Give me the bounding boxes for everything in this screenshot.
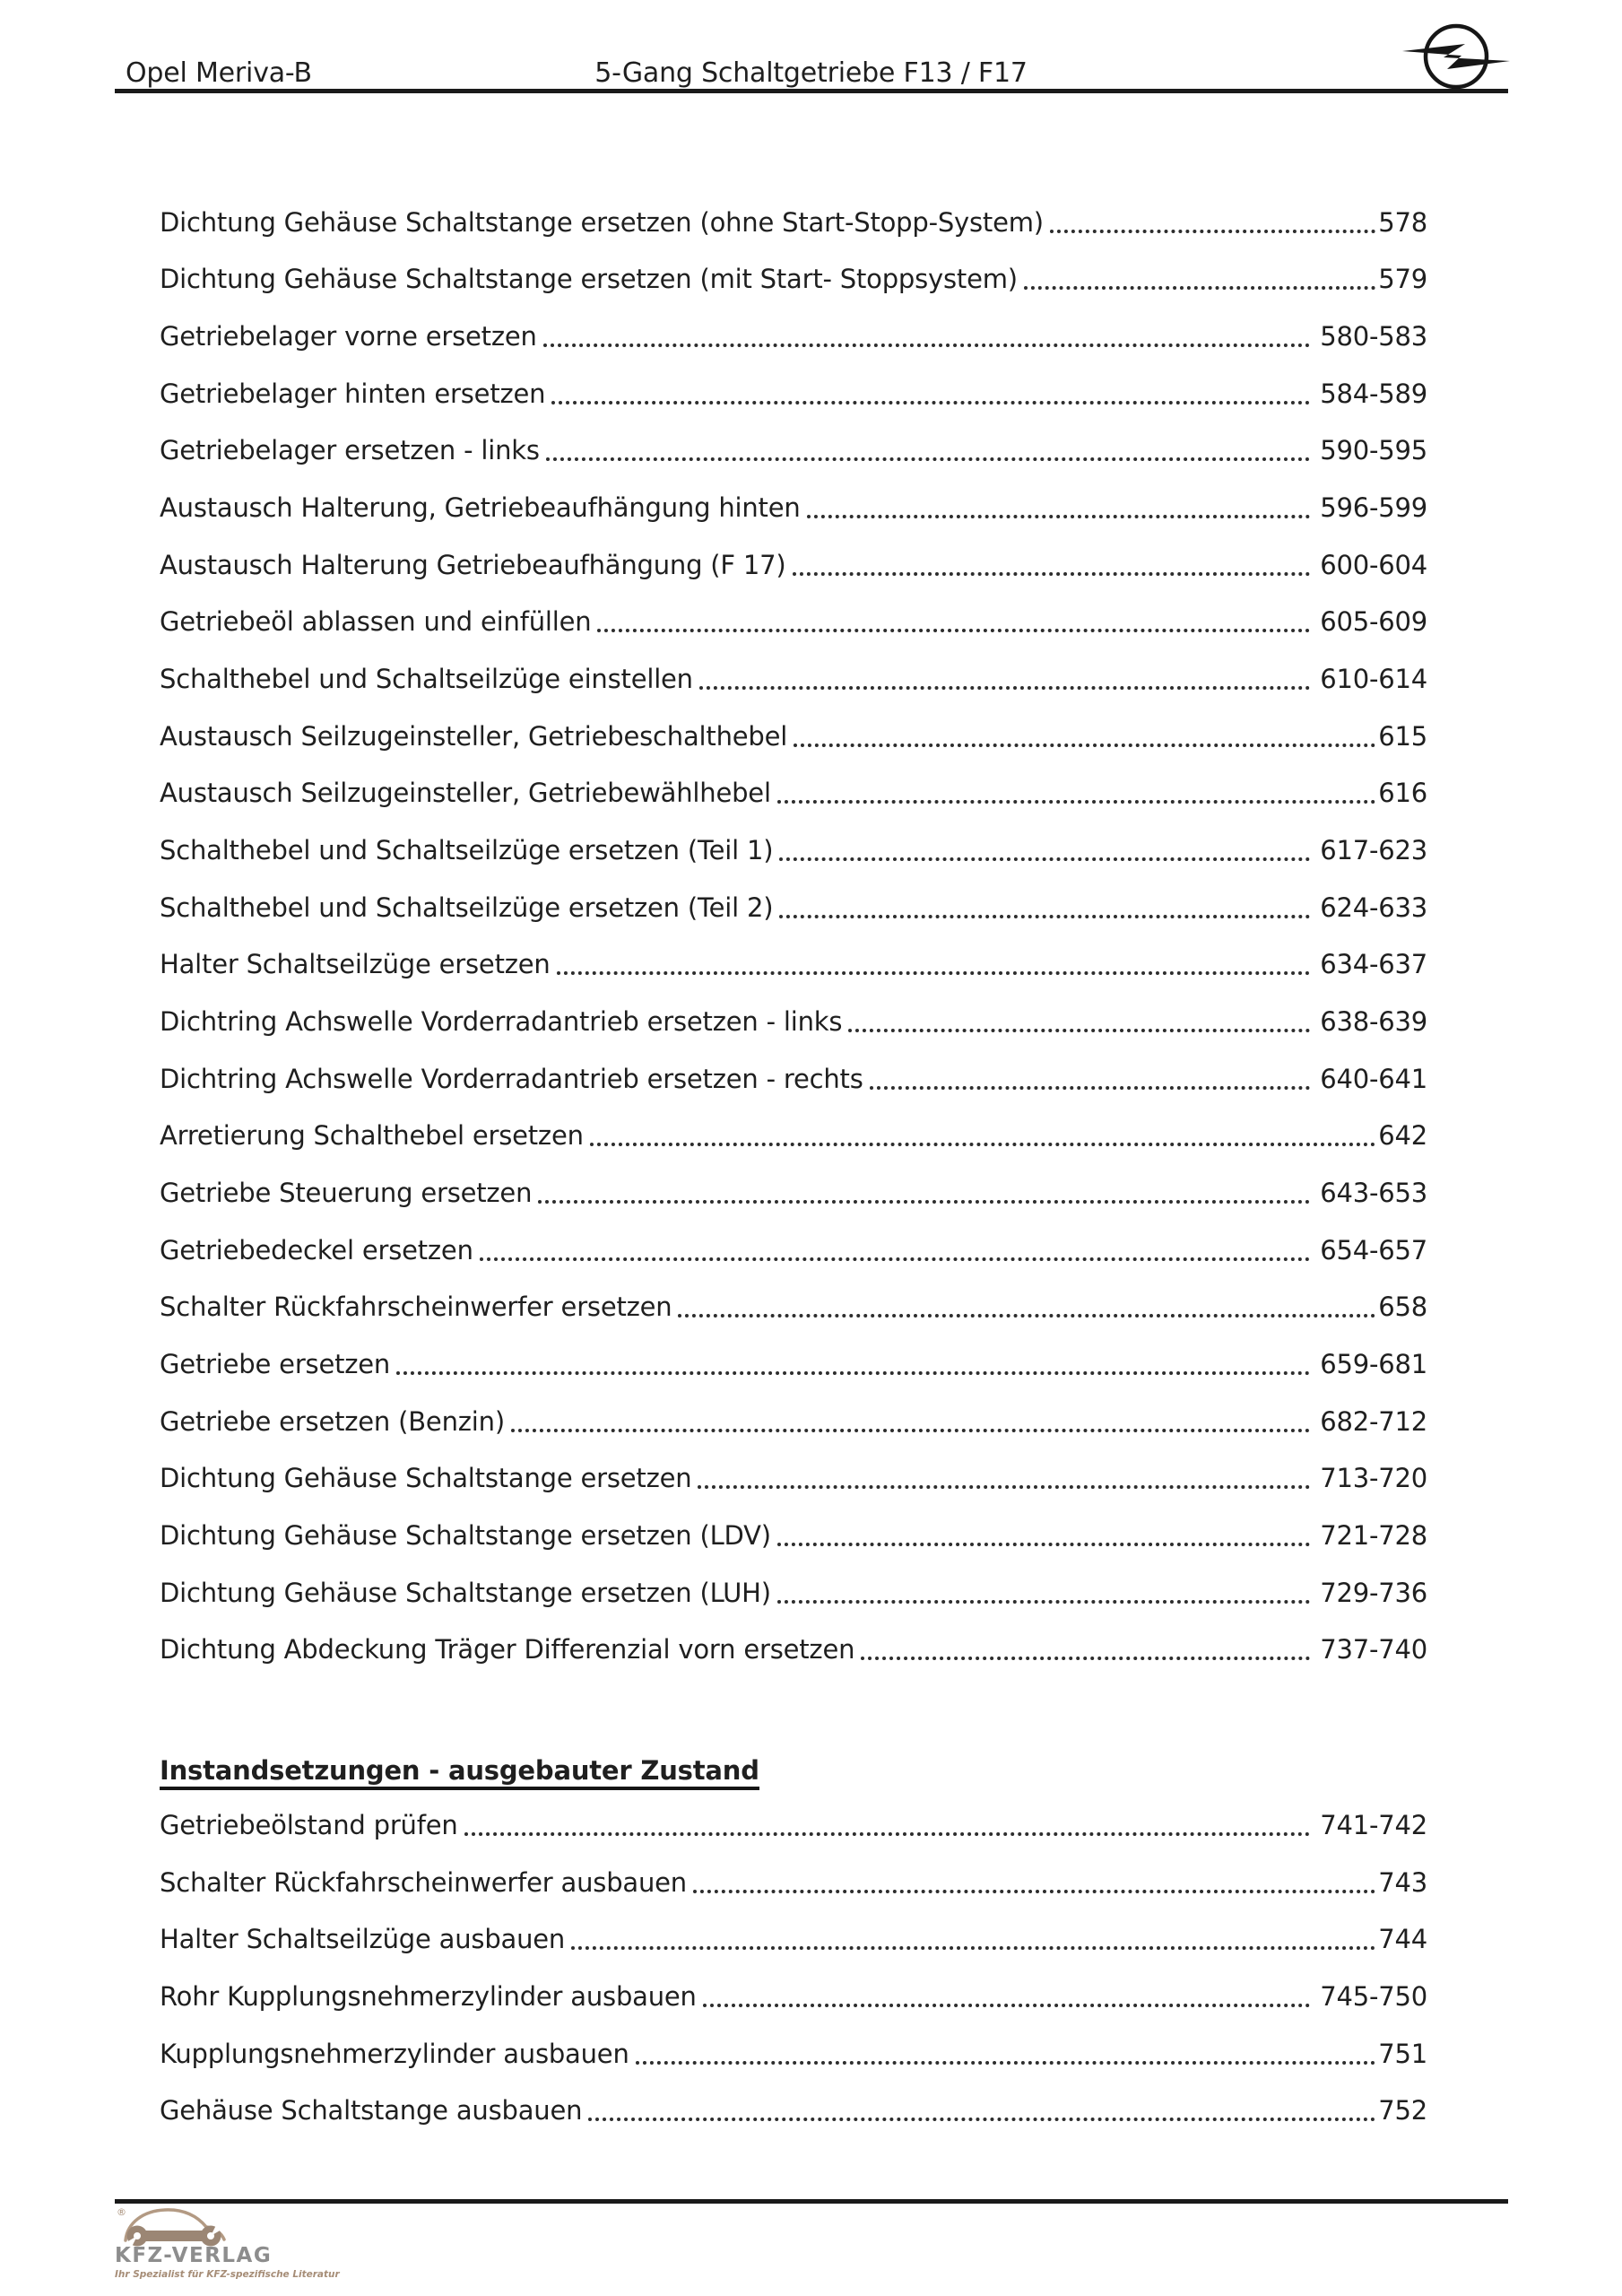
- toc-row: [160, 1854, 1427, 1911]
- toc-entry-pages: 743: [1378, 1866, 1427, 1898]
- toc-entry-label: Getriebeölstand prüfen: [160, 1809, 458, 1840]
- dot-leader: [698, 1485, 1310, 1489]
- dot-leader: [557, 971, 1311, 975]
- dot-leader: [703, 2004, 1310, 2007]
- toc-row: [160, 1564, 1427, 1622]
- toc-entry-label: Schalthebel und Schaltseilzüge ersetzen (Teil 1): [160, 835, 774, 866]
- toc-entry-label: Dichtung Gehäuse Schaltstange ersetzen (mit Start- Stoppsystem): [160, 264, 1018, 295]
- toc-entry-pages: 638-639: [1320, 1006, 1427, 1038]
- toc-entry-pages: 596-599: [1320, 492, 1427, 524]
- toc-entry-pages: 590-595: [1320, 435, 1427, 466]
- toc-entry-pages: 634-637: [1320, 949, 1427, 980]
- dot-leader: [551, 401, 1310, 404]
- toc-entry-pages: 752: [1378, 2095, 1427, 2126]
- toc-entry-pages: 744: [1378, 1924, 1427, 1955]
- toc-entry-label: Halter Schaltseilzüge ersetzen: [160, 949, 551, 980]
- header-chapter-title: 5-Gang Schaltgetriebe F13 / F17: [594, 57, 1028, 89]
- toc-entry-pages: 616: [1378, 778, 1427, 809]
- toc-entry-pages: 642: [1378, 1120, 1427, 1152]
- toc-entry-pages: 579: [1378, 264, 1427, 295]
- toc-entry-label: Schalthebel und Schaltseilzüge einstellen: [160, 664, 693, 695]
- dot-leader: [543, 344, 1311, 347]
- toc-row: [160, 993, 1427, 1050]
- toc-row: [160, 365, 1427, 422]
- toc-entry-label: Dichtung Gehäuse Schaltstange ersetzen: [160, 1463, 692, 1494]
- toc-entry-pages: 643-653: [1320, 1177, 1427, 1208]
- toc-entry-pages: 624-633: [1320, 891, 1427, 923]
- dot-leader: [546, 457, 1310, 461]
- toc-entry-label: Austausch Halterung, Getriebeaufhängung hinten: [160, 492, 801, 524]
- toc-row: [160, 708, 1427, 765]
- publisher-name: KFZ-VERLAG: [115, 2244, 273, 2267]
- toc-entry-label: Gehäuse Schaltstange ausbauen: [160, 2095, 583, 2126]
- toc-row: [160, 308, 1427, 365]
- toc-row: [160, 650, 1427, 708]
- toc-entry-pages: 721-728: [1320, 1519, 1427, 1551]
- publisher-logo: [115, 2205, 340, 2280]
- toc-entry-label: Schalter Rückfahrscheinwerfer ersetzen: [160, 1292, 672, 1323]
- dot-leader: [779, 915, 1310, 918]
- toc-row: [160, 1278, 1427, 1335]
- dot-leader: [588, 2118, 1375, 2121]
- toc-entry-label: Austausch Seilzugeinsteller, Getriebewählhebel: [160, 778, 771, 809]
- toc-entry-label: Getriebe ersetzen (Benzin): [160, 1405, 505, 1437]
- car-wrench-icon: [122, 2205, 228, 2248]
- header-model-name: Opel Meriva-B: [126, 57, 312, 89]
- toc-entry-pages: 658: [1378, 1292, 1427, 1323]
- toc-row: [160, 1507, 1427, 1564]
- toc-entry-pages: 580-583: [1320, 321, 1427, 352]
- registered-trademark-symbol: ®: [117, 2206, 126, 2218]
- dot-leader: [636, 2061, 1376, 2065]
- opel-blitz-icon: [1399, 20, 1517, 93]
- toc-entry-label: Getriebelager hinten ersetzen: [160, 378, 546, 409]
- toc-row: [160, 536, 1427, 594]
- toc-row: [160, 1968, 1427, 2025]
- dot-leader: [777, 1600, 1310, 1604]
- toc-row: [160, 2082, 1427, 2139]
- dot-leader: [848, 1029, 1310, 1032]
- dot-leader: [571, 1946, 1375, 1950]
- toc-row: [160, 822, 1427, 879]
- toc-entry-pages: 615: [1378, 720, 1427, 752]
- section-heading: Instandsetzungen - ausgebauter Zustand: [160, 1755, 759, 1790]
- table-of-contents: [160, 194, 1427, 2139]
- toc-row: [160, 1108, 1427, 1165]
- footer-rule: [115, 2199, 1508, 2204]
- toc-row: [160, 879, 1427, 936]
- toc-list-removed-state: [160, 1796, 1427, 2139]
- toc-entry-label: Getriebe Steuerung ersetzen: [160, 1177, 533, 1208]
- toc-row: [160, 936, 1427, 994]
- dot-leader: [699, 686, 1310, 690]
- toc-row: [160, 1449, 1427, 1507]
- toc-row: [160, 479, 1427, 536]
- toc-row: [160, 1050, 1427, 1108]
- toc-entry-pages: 729-736: [1320, 1577, 1427, 1608]
- dot-leader: [861, 1657, 1310, 1660]
- toc-entry-label: Austausch Halterung Getriebeaufhängung (F 17): [160, 549, 786, 580]
- toc-entry-label: Getriebeöl ablassen und einfüllen: [160, 606, 592, 638]
- toc-row: [160, 1393, 1427, 1450]
- header-rule: [115, 89, 1508, 93]
- toc-row: [160, 1164, 1427, 1222]
- toc-entry-label: Dichtung Abdeckung Träger Differenzial vorn ersetzen: [160, 1634, 855, 1665]
- dot-leader: [777, 800, 1375, 804]
- toc-entry-label: Getriebedeckel ersetzen: [160, 1234, 473, 1265]
- section-heading-row: [160, 1751, 1427, 1790]
- toc-entry-pages: 682-712: [1320, 1405, 1427, 1437]
- toc-entry-pages: 640-641: [1320, 1063, 1427, 1094]
- dot-leader: [794, 744, 1375, 747]
- toc-entry-pages: 617-623: [1320, 835, 1427, 866]
- toc-entry-pages: 741-742: [1320, 1809, 1427, 1840]
- toc-entry-pages: 654-657: [1320, 1234, 1427, 1265]
- dot-leader: [1024, 286, 1375, 290]
- toc-entry-pages: 737-740: [1320, 1634, 1427, 1665]
- toc-row: [160, 765, 1427, 822]
- toc-row: [160, 594, 1427, 651]
- spacer: [160, 1790, 1427, 1796]
- toc-entry-pages: 578: [1378, 206, 1427, 238]
- toc-entry-pages: 610-614: [1320, 664, 1427, 695]
- toc-row: [160, 251, 1427, 309]
- toc-entry-label: Getriebelager ersetzen - links: [160, 435, 540, 466]
- toc-row: [160, 1796, 1427, 1854]
- dot-leader: [1050, 230, 1375, 233]
- toc-entry-pages: 713-720: [1320, 1463, 1427, 1494]
- dot-leader: [807, 515, 1311, 518]
- toc-entry-pages: 605-609: [1320, 606, 1427, 638]
- toc-entry-label: Arretierung Schalthebel ersetzen: [160, 1120, 584, 1152]
- dot-leader: [396, 1371, 1310, 1375]
- toc-entry-label: Halter Schaltseilzüge ausbauen: [160, 1924, 566, 1955]
- toc-entry-pages: 745-750: [1320, 1980, 1427, 2012]
- toc-entry-pages: 751: [1378, 2038, 1427, 2069]
- toc-entry-pages: 600-604: [1320, 549, 1427, 580]
- toc-row: [160, 1910, 1427, 1968]
- dot-leader: [870, 1086, 1311, 1090]
- toc-entry-pages: 659-681: [1320, 1348, 1427, 1379]
- toc-list-installed: [160, 194, 1427, 1678]
- dot-leader: [538, 1200, 1310, 1204]
- dot-leader: [480, 1257, 1310, 1261]
- dot-leader: [793, 572, 1311, 576]
- toc-entry-label: Dichtring Achswelle Vorderradantrieb ersetzen - links: [160, 1006, 843, 1038]
- toc-entry-label: Dichtring Achswelle Vorderradantrieb ersetzen - rechts: [160, 1063, 863, 1094]
- dot-leader: [779, 857, 1310, 861]
- dot-leader: [678, 1314, 1375, 1318]
- toc-entry-label: Schalthebel und Schaltseilzüge ersetzen (Teil 2): [160, 891, 774, 923]
- toc-entry-pages: 584-589: [1320, 378, 1427, 409]
- toc-entry-label: Dichtung Gehäuse Schaltstange ersetzen (LDV): [160, 1519, 771, 1551]
- toc-entry-label: Schalter Rückfahrscheinwerfer ausbauen: [160, 1866, 687, 1898]
- toc-entry-label: Dichtung Gehäuse Schaltstange ersetzen (LUH): [160, 1577, 771, 1608]
- dot-leader: [597, 629, 1310, 632]
- toc-row: [160, 2025, 1427, 2083]
- toc-entry-label: Getriebe ersetzen: [160, 1348, 391, 1379]
- dot-leader: [590, 1143, 1375, 1146]
- dot-leader: [693, 1890, 1375, 1893]
- dot-leader: [511, 1429, 1310, 1432]
- toc-row: [160, 194, 1427, 251]
- toc-entry-label: Getriebelager vorne ersetzen: [160, 321, 537, 352]
- toc-entry-label: Rohr Kupplungsnehmerzylinder ausbauen: [160, 1980, 697, 2012]
- toc-row: [160, 422, 1427, 480]
- dot-leader: [464, 1832, 1311, 1836]
- toc-entry-label: Austausch Seilzugeinsteller, Getriebeschalthebel: [160, 720, 788, 752]
- toc-entry-label: Dichtung Gehäuse Schaltstange ersetzen (ohne Start-Stopp-System): [160, 206, 1044, 238]
- toc-row: [160, 1335, 1427, 1393]
- toc-row: [160, 1621, 1427, 1678]
- publisher-tagline: Ihr Spezialist für KFZ-spezifische Literatur: [115, 2269, 340, 2280]
- toc-row: [160, 1222, 1427, 1279]
- dot-leader: [777, 1543, 1310, 1546]
- toc-entry-label: Kupplungsnehmerzylinder ausbauen: [160, 2038, 629, 2069]
